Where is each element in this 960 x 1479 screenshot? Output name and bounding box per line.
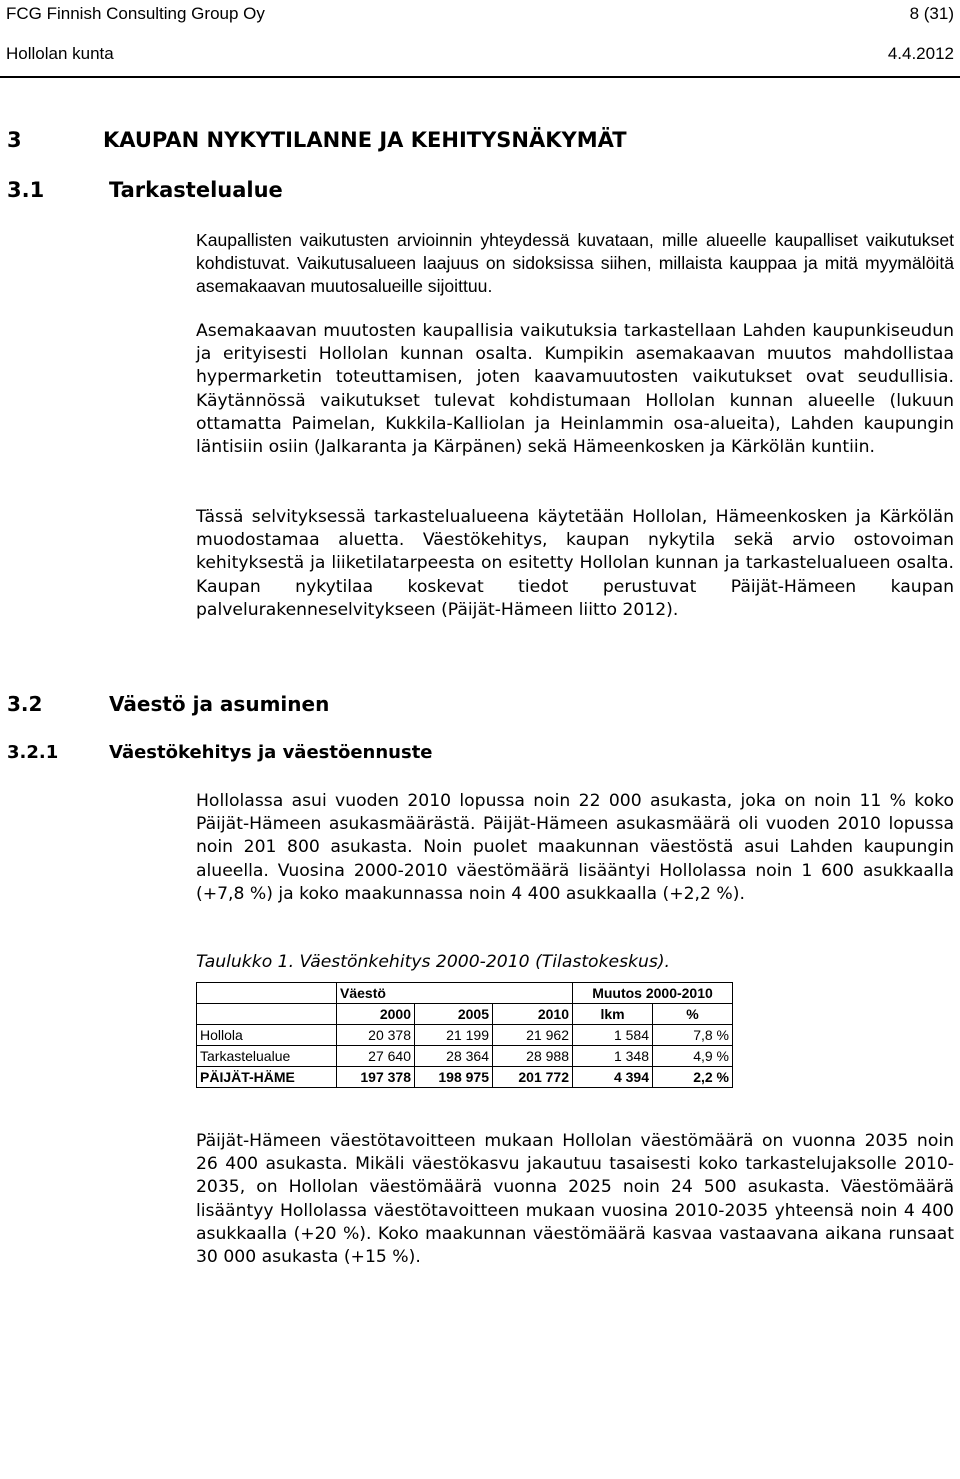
column-header: lkm [573, 1004, 653, 1025]
document-date: 4.4.2012 [887, 44, 954, 63]
table-cell: 1 584 [573, 1025, 653, 1046]
page-number: 8 (31) [909, 4, 954, 23]
table-cell: 20 378 [337, 1025, 415, 1046]
paragraph-1-part-1: Kaupallisten vaikutusten arvioinnin yhteydessä kuvataan, mille alueelle kaupalliset vaikutukset kohdistuvat. [196, 230, 954, 273]
company-name: FCG Finnish Consulting Group Oy [6, 4, 265, 23]
section-title: KAUPAN NYKYTILANNE JA KEHITYSNÄKYMÄT [103, 128, 627, 152]
row-label: Tarkastelualue [197, 1046, 337, 1067]
paragraph-3: Tässä selvityksessä tarkastelualueena käytetään Hollolan, Hämeenkosken ja Kärkölän muodostamaa aluetta. Väestökehitys, kaupan nykytila sekä arvio ostovoiman kehityksestä ja liiketilatarpeesta on esitetty Hollolan kunnan ja tarkastelualueen osalta. Kaupan nykytilaa koskevat tiedot perustuvat Päijät-Hämeen kaupan palvelurakenneselvitykseen (Päijät-Hämeen liitto 2012). [196, 507, 954, 620]
section-title: Tarkastelualue [109, 178, 283, 202]
paragraph-1 [196, 229, 954, 298]
table-row [197, 1067, 733, 1088]
table-cell: 21 962 [493, 1025, 573, 1046]
client-name: Hollolan kunta [6, 44, 114, 63]
table-corner [197, 983, 337, 1004]
population-table [196, 982, 733, 1088]
table-cell: 197 378 [337, 1067, 415, 1088]
table-cell: 4,9 % [653, 1046, 733, 1067]
table-cell: 21 199 [415, 1025, 493, 1046]
table-cell: 28 364 [415, 1046, 493, 1067]
section-number: 3.2.1 [7, 742, 59, 763]
paragraph-5: Päijät-Hämeen väestötavoitteen mukaan Hollolan väestömäärä on vuonna 2035 noin 26 400 asukasta. Mikäli väestökasvu jakautuu tasaisesti koko tarkastelujaksolle 2010-2035, on Hollolan väestömäärä vuonna 2025 noin 24 500 asukasta. Väestömäärä lisääntyy Hollolassa väestötavoitteen mukaan vuosina 2010-2035 yhteensä noin 4 400 asukkaalla (+20 %). Koko maakunnan väestömäärä kasvaa vastaavana aikana runsaat 30 000 asukasta (+15 %). [196, 1131, 954, 1268]
table-caption: Taulukko 1. Väestönkehitys 2000-2010 (Tilastokeskus). [196, 952, 671, 972]
section-title: Väestö ja asuminen [109, 692, 330, 716]
table-row [197, 1025, 733, 1046]
group-header-change: Muutos 2000-2010 [573, 983, 733, 1004]
table-cell: 2,2 % [653, 1067, 733, 1088]
section-title: Väestökehitys ja väestöennuste [109, 742, 433, 763]
row-label: PÄIJÄT-HÄME [197, 1067, 337, 1088]
section-number: 3 [7, 128, 22, 152]
section-number: 3.2 [7, 692, 43, 716]
row-label: Hollola [197, 1025, 337, 1046]
table-cell: 198 975 [415, 1067, 493, 1088]
group-header-population: Väestö [337, 983, 573, 1004]
table-cell: 28 988 [493, 1046, 573, 1067]
header-divider [0, 76, 960, 78]
table-cell: 201 772 [493, 1067, 573, 1088]
column-header: 2010 [493, 1004, 573, 1025]
column-header: % [653, 1004, 733, 1025]
table-corner [197, 1004, 337, 1025]
column-header: 2000 [337, 1004, 415, 1025]
table-cell: 7,8 % [653, 1025, 733, 1046]
paragraph-4: Hollolassa asui vuoden 2010 lopussa noin 22 000 asukasta, joka on noin 11 % koko Päijät-Hämeen asukasmäärästä. Päijät-Hämeen asukasmäärä oli vuoden 2010 lopussa noin 201 800 asukasta. Noin puolet maakunnan väestöstä asui Lahden kaupungin alueella. Vuosina 2000-2010 väestömäärä lisääntyi Hollolassa noin 1 600 asukkaalla (+7,8 %) ja koko maakunnassa noin 4 400 asukkaalla (+2,2 %). [196, 791, 954, 904]
section-number: 3.1 [7, 178, 45, 202]
table-row [197, 1046, 733, 1067]
table-cell: 27 640 [337, 1046, 415, 1067]
paragraph-1-part-2: Vaikutusalueen laajuus on sidoksissa siihen, millaista kauppaa ja mitä myymälöitä asemakaavan muutosalueille sijoittuu. [196, 253, 954, 296]
table-cell: 1 348 [573, 1046, 653, 1067]
paragraph-2: Asemakaavan muutosten kaupallisia vaikutuksia tarkastellaan Lahden kaupunkiseudun ja erityisesti Hollolan kunnan osalta. Kumpikin asemakaavan muutos mahdollistaa hypermarketin toteuttamisen, joten kaavamuutosten vaikutukset ovat seudullisia. Käytännössä vaikutukset tulevat kohdistumaan Hollolan kunnan alueelle (lukuun ottamatta Paimelan, Kukkila-Kalliolan ja Heinlammin osa-alueita), Lahden kaupungin läntisiin osiin (Jalkaranta ja Kärpänen) sekä Hämeenkosken ja Kärkölän kuntiin. [196, 321, 954, 458]
table-cell: 4 394 [573, 1067, 653, 1088]
column-header: 2005 [415, 1004, 493, 1025]
